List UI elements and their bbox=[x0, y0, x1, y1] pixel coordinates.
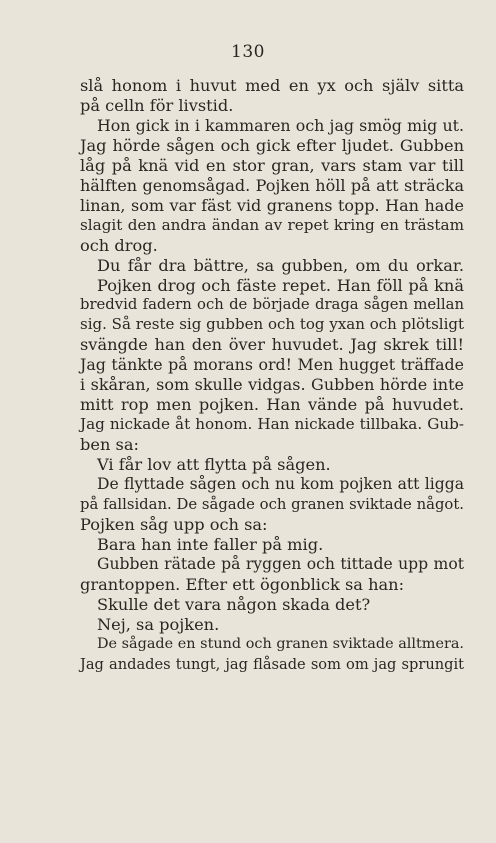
text-line: De sågade en stund och granen sviktade alltmera. bbox=[97, 635, 464, 652]
text-line: Pojken såg upp och sa: bbox=[80, 514, 268, 534]
text-line: Bara han inte faller på mig. bbox=[97, 534, 324, 554]
text-line: De flyttade sågen och nu kom pojken att ligga bbox=[97, 475, 464, 494]
page-number: 130 bbox=[231, 42, 265, 62]
text-line: svängde han den över huvudet. Jag skrek till! bbox=[80, 335, 464, 355]
text-line: och drog. bbox=[80, 235, 158, 255]
text-line: mitt rop men pojken. Han vände på huvudet. bbox=[80, 395, 464, 415]
text-line: låg på knä vid en stor gran, vars stam var till bbox=[80, 155, 464, 175]
text-line: Gubben rätade på ryggen och tittade upp mot bbox=[97, 554, 464, 573]
text-line: Jag hörde sågen och gick efter ljudet. Gubben bbox=[80, 135, 464, 155]
text-line: Vi får lov att flytta på sågen. bbox=[97, 455, 331, 475]
body-text bbox=[80, 76, 464, 675]
text-line: slå honom i huvut med en yx och själv sitta bbox=[80, 76, 464, 95]
text-line: bredvid fadern och de började draga sågen mellan bbox=[80, 296, 464, 314]
text-line: hälften genomsågad. Pojken höll på att sträcka bbox=[80, 175, 464, 195]
text-line: slagit den andra ändan av repet kring en trästam bbox=[80, 215, 464, 234]
text-line: Hon gick in i kammaren och jag smög mig ut. bbox=[97, 115, 464, 135]
text-line: Jag tänkte på morans ord! Men hugget träffade bbox=[80, 355, 464, 375]
text-line: på celln för livstid. bbox=[80, 95, 234, 115]
text-line: i skåran, som skulle vidgas. Gubben hörde inte bbox=[80, 375, 464, 395]
text-line: Jag nickade åt honom. Han nickade tillbaka. Gub- bbox=[80, 415, 464, 434]
text-line: ben sa: bbox=[80, 435, 139, 455]
text-line: på fallsidan. De sågade och granen sviktade något. bbox=[80, 496, 464, 514]
text-line: Jag andades tungt, jag flåsade som om jag sprungit bbox=[80, 655, 464, 673]
text-line: sig. Så reste sig gubben och tog yxan och plötsligt bbox=[80, 315, 464, 334]
text-line: Nej, sa pojken. bbox=[97, 614, 220, 634]
text-line: Du får dra bättre, sa gubben, om du orkar. bbox=[97, 255, 464, 275]
text-line: Skulle det vara någon skada det? bbox=[97, 594, 371, 614]
text-line: linan, som var fäst vid granens topp. Han hade bbox=[80, 195, 464, 215]
text-line: grantoppen. Efter ett ögonblick sa han: bbox=[80, 574, 405, 594]
text-line: Pojken drog och fäste repet. Han föll på knä bbox=[97, 275, 464, 295]
